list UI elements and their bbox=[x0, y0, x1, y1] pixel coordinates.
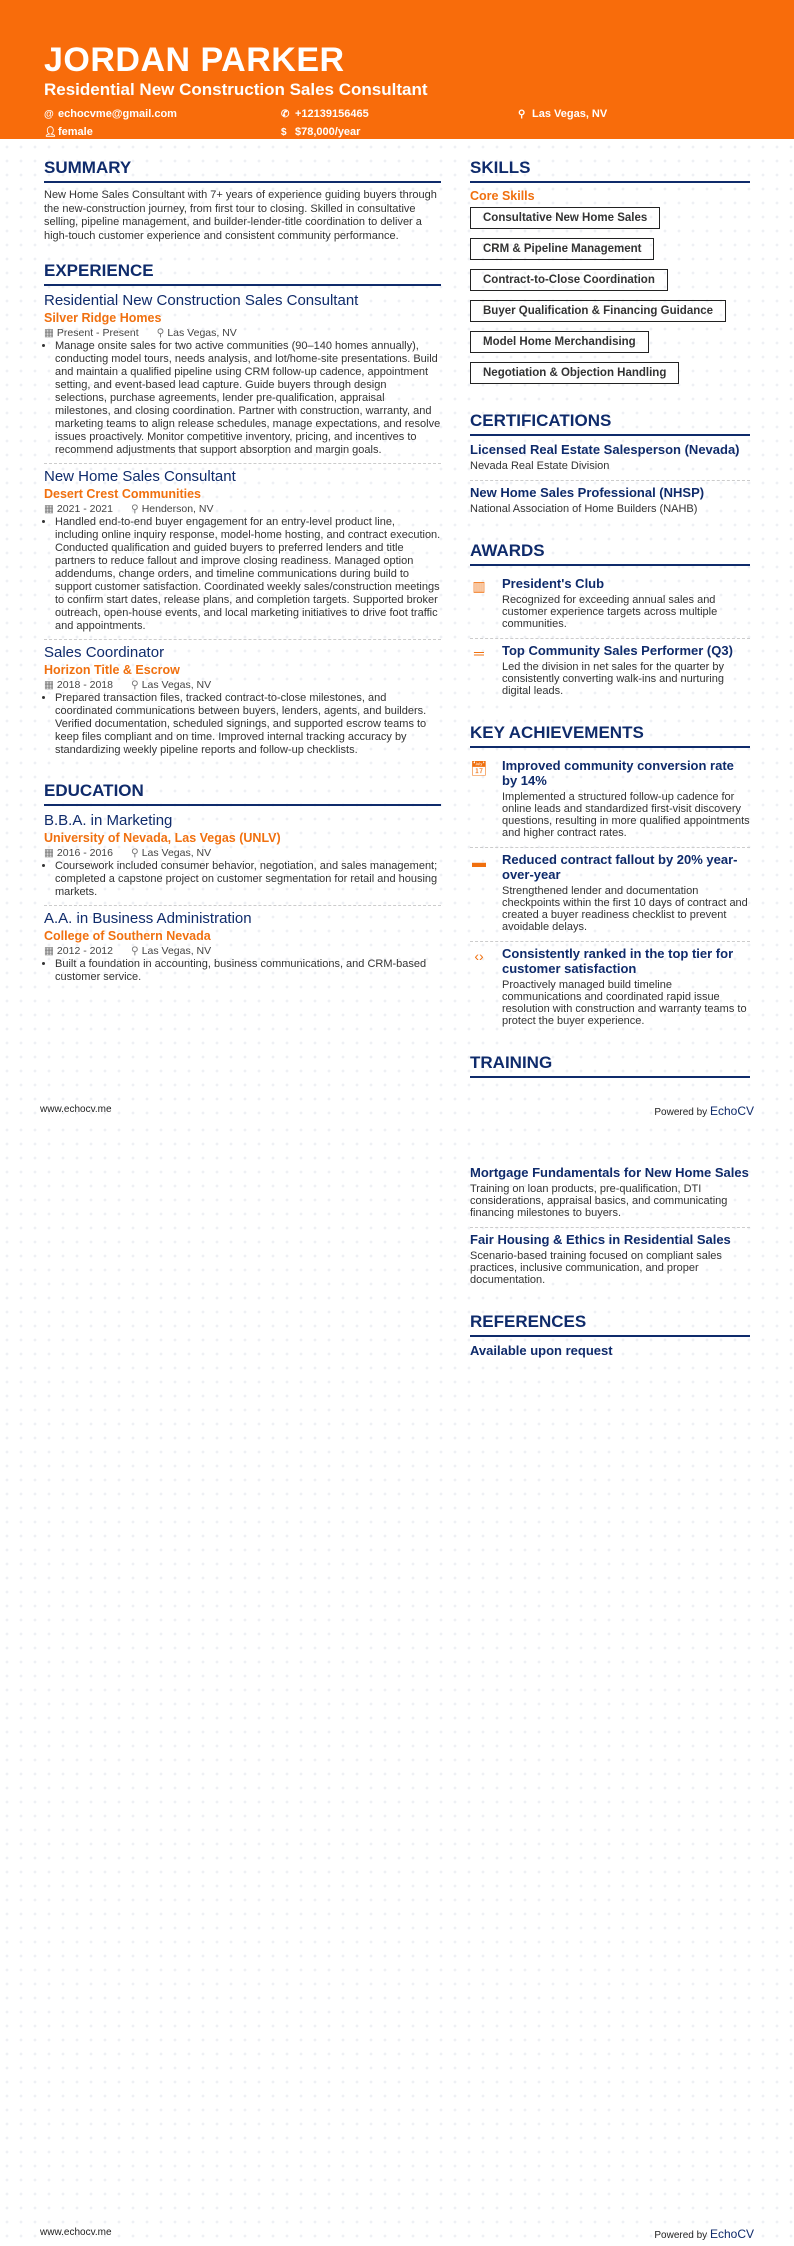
achievements-item bbox=[470, 848, 750, 942]
section-heading: SKILLS bbox=[470, 158, 750, 183]
item-description: Strengthened lender and documentation checkpoints within the first 10 days of contract and created a buyer readiness checklist to prevent avoidable delays. bbox=[502, 885, 748, 933]
entry-meta bbox=[44, 503, 441, 515]
calendar-icon: ▦ bbox=[44, 847, 54, 859]
references-section bbox=[470, 1312, 750, 1358]
entry-title: New Home Sales Consultant bbox=[44, 468, 236, 485]
entry-organization: University of Nevada, Las Vegas (UNLV) bbox=[44, 831, 281, 845]
candidate-title: Residential New Construction Sales Consultant bbox=[44, 80, 428, 99]
achievements-item bbox=[470, 942, 750, 1035]
map-pin-icon: ⚲ bbox=[130, 847, 139, 859]
awards-item bbox=[470, 572, 750, 639]
item-title: Top Community Sales Performer (Q3) bbox=[502, 643, 733, 658]
skill-tag: Negotiation & Objection Handling bbox=[470, 362, 679, 384]
section-heading: SUMMARY bbox=[44, 158, 441, 183]
education-section bbox=[44, 781, 441, 990]
entry-dates: 2012 - 2012 bbox=[56, 945, 113, 957]
location: ⚲ Las Vegas, NV bbox=[518, 108, 608, 120]
entry-title: Residential New Construction Sales Consultant bbox=[44, 292, 359, 309]
certification-name: New Home Sales Professional (NHSP) bbox=[470, 485, 705, 500]
entry-meta bbox=[44, 679, 441, 691]
map-pin-icon: ⚲ bbox=[130, 945, 139, 957]
education-entry bbox=[44, 812, 441, 906]
skill-tag: Contract-to-Close Coordination bbox=[470, 269, 668, 291]
section-heading: AWARDS bbox=[470, 541, 750, 566]
building-icon: ▥ bbox=[472, 578, 486, 594]
entry-meta bbox=[44, 847, 441, 859]
education-entry bbox=[44, 910, 441, 990]
item-body bbox=[502, 643, 750, 699]
footer-site[interactable]: www.echocv.me bbox=[40, 1104, 112, 1115]
brand-logo: EchoCV bbox=[709, 2227, 754, 2241]
item-body bbox=[502, 758, 750, 841]
item-body bbox=[502, 576, 750, 632]
powered-by: Powered by bbox=[654, 2230, 708, 2241]
calendar-icon: ▦ bbox=[44, 679, 54, 691]
awards-item bbox=[470, 639, 750, 705]
training-heading-block bbox=[470, 1053, 750, 1078]
calendar-icon: ▦ bbox=[44, 945, 54, 957]
right-column-page-2 bbox=[470, 1165, 750, 1376]
item-title: Consistently ranked in the top tier for customer satisfaction bbox=[502, 946, 734, 976]
lines-icon: ═ bbox=[474, 645, 484, 661]
skills-section bbox=[470, 158, 750, 393]
bullet-item: • Prepared transaction files, tracked contract-to-close milestones, and coordinated communications between buyers, lenders, agents, and builders. Verified documentation, scheduled signings, and supported escrow teams to keep files compliant and on time. Improved internal tracking accuracy by standardizing weekly pipeline reports and follow-up checklists. bbox=[55, 692, 441, 757]
entry-dates: 2021 - 2021 bbox=[56, 503, 113, 515]
experience-entry bbox=[44, 468, 441, 640]
bullet-item: • Manage onsite sales for two active communities (90–140 homes annually), conducting model tours, needs analysis, and lot/home-site presentations. Build and maintain a qualified pipeline using CRM follow-up cadence, appointment setting, and event-based lead capture. Guide buyers through design selections, purchase agreements, lender pre-qualification, appraisal milestones, and closing coordination. Partner with construction, warranty, and marketing teams to align release schedules, manage expectations, and resolve issues proactively. Monitor competitive inventory, pricing, and incentives to recommend adjustments that support absorption and margin goals. bbox=[55, 340, 441, 457]
phone-icon: ✆ bbox=[281, 109, 290, 120]
contact-info bbox=[44, 108, 750, 138]
entry-bullets bbox=[44, 692, 441, 757]
section-heading: KEY ACHIEVEMENTS bbox=[470, 723, 750, 748]
entry-location: Las Vegas, NV bbox=[167, 327, 237, 339]
certification-issuer: National Association of Home Builders (NAHB) bbox=[470, 503, 698, 515]
achievements-section bbox=[470, 723, 750, 1035]
skill-tag: Model Home Merchandising bbox=[470, 331, 649, 353]
skills-group-label: Core Skills bbox=[470, 189, 535, 203]
phone[interactable]: ✆ +12139156465 bbox=[281, 108, 369, 120]
certifications-section bbox=[470, 411, 750, 523]
entry-title: Sales Coordinator bbox=[44, 644, 165, 661]
entry-location: Las Vegas, NV bbox=[141, 945, 212, 957]
page-2 bbox=[0, 1123, 794, 2246]
training-section bbox=[470, 1165, 750, 1294]
item-description: Proactively managed build timeline communications and coordinated rapid issue resolution with construction and warranty teams to protect the buyer experience. bbox=[502, 979, 747, 1027]
at-icon: @ bbox=[44, 109, 54, 120]
achievements-item bbox=[470, 754, 750, 848]
email[interactable]: @ echocvme@gmail.com bbox=[44, 108, 177, 120]
page-footer bbox=[40, 1104, 754, 1118]
item-description: Implemented a structured follow-up cadence for online leads and standardized first-visit discovery questions, resulting in more qualified appointments and higher contract rates. bbox=[502, 791, 750, 839]
summary-section bbox=[44, 158, 441, 243]
section-heading: TRAINING bbox=[470, 1053, 750, 1078]
certification-item bbox=[470, 485, 750, 523]
skill-tag: CRM & Pipeline Management bbox=[470, 238, 654, 260]
bullet-item: • Coursework included consumer behavior, negotiation, and sales management; completed a capstone project on customer segmentation for retail and housing markets. bbox=[55, 860, 441, 899]
powered-by: Powered by bbox=[654, 1107, 708, 1118]
section-heading: REFERENCES bbox=[470, 1312, 750, 1337]
entry-meta bbox=[44, 327, 441, 339]
entry-dates: 2018 - 2018 bbox=[56, 679, 113, 691]
entry-dates: 2016 - 2016 bbox=[56, 847, 113, 859]
map-pin-icon: ⚲ bbox=[130, 503, 139, 515]
section-heading: CERTIFICATIONS bbox=[470, 411, 750, 436]
right-column bbox=[470, 158, 750, 1096]
skill-tag: Consultative New Home Sales bbox=[470, 207, 660, 229]
entry-meta bbox=[44, 945, 441, 957]
certification-issuer: Nevada Real Estate Division bbox=[470, 460, 610, 472]
entry-organization: Horizon Title & Escrow bbox=[44, 663, 180, 677]
bullet-item: • Handled end-to-end buyer engagement for an entry-level product line, including online inquiry response, model-home hosting, and contract execution. Conducted qualification and guided buyers to preferred lenders and title partners to reduce fallout and improve closing readiness. Managed option addendums, change orders, and timeline communications during build to support customer satisfaction. Coordinated weekly sales/construction meetings to confirm start dates, release plans, and completion targets. Supported broker outreach, open-house events, and local marketing initiatives to drive foot traffic and appointments. bbox=[55, 516, 441, 633]
item-body bbox=[502, 852, 750, 935]
entry-bullets bbox=[44, 860, 441, 899]
salary: $ $78,000/year bbox=[281, 126, 361, 138]
calendar-chart-icon: 📅︎ bbox=[470, 760, 488, 776]
training-title: Fair Housing & Ethics in Residential Sales bbox=[470, 1232, 731, 1247]
training-description: Training on loan products, pre-qualification, DTI considerations, appraisal basics, and communicating financing milestones to buyers. bbox=[470, 1183, 728, 1219]
calendar-icon: ▦ bbox=[44, 327, 54, 339]
resume-header bbox=[0, 0, 794, 139]
entry-dates: Present - Present bbox=[56, 327, 139, 339]
code-icon: ‹› bbox=[474, 948, 484, 964]
item-description: Recognized for exceeding annual sales and customer experience targets across multiple communities. bbox=[502, 594, 718, 630]
calendar-icon: ▦ bbox=[44, 503, 54, 515]
section-heading: EDUCATION bbox=[44, 781, 441, 806]
certification-name: Licensed Real Estate Salesperson (Nevada) bbox=[470, 442, 740, 457]
entry-title: B.B.A. in Marketing bbox=[44, 812, 173, 829]
training-title: Mortgage Fundamentals for New Home Sales bbox=[470, 1165, 749, 1180]
training-item bbox=[470, 1232, 750, 1294]
map-pin-icon: ⚲ bbox=[518, 109, 526, 120]
person-icon: 👤︎ bbox=[44, 127, 57, 138]
entry-location: Henderson, NV bbox=[141, 503, 214, 515]
section-heading: EXPERIENCE bbox=[44, 261, 441, 286]
page-footer bbox=[40, 2227, 754, 2241]
experience-entry bbox=[44, 292, 441, 464]
entry-bullets bbox=[44, 958, 441, 984]
certification-item bbox=[470, 442, 750, 481]
entry-location: Las Vegas, NV bbox=[141, 679, 212, 691]
entry-bullets bbox=[44, 340, 441, 457]
skill-tag: Buyer Qualification & Financing Guidance bbox=[470, 300, 726, 322]
item-title: President's Club bbox=[502, 576, 605, 591]
experience-entry bbox=[44, 644, 441, 763]
item-body bbox=[502, 946, 750, 1029]
footer-site[interactable]: www.echocv.me bbox=[40, 2227, 112, 2238]
references-text: Available upon request bbox=[470, 1343, 613, 1358]
item-title: Reduced contract fallout by 20% year-over-year bbox=[502, 852, 738, 882]
entry-organization: College of Southern Nevada bbox=[44, 929, 211, 943]
entry-organization: Silver Ridge Homes bbox=[44, 311, 162, 325]
bullet-item: • Built a foundation in accounting, business communications, and CRM-based customer service. bbox=[55, 958, 441, 984]
money-icon: $ bbox=[281, 127, 287, 138]
training-item bbox=[470, 1165, 750, 1228]
training-description: Scenario-based training focused on compliant sales practices, inclusive communication, and proper documentation. bbox=[470, 1250, 722, 1286]
entry-location: Las Vegas, NV bbox=[141, 847, 212, 859]
entry-bullets bbox=[44, 516, 441, 633]
entry-organization: Desert Crest Communities bbox=[44, 487, 201, 501]
summary-text: New Home Sales Consultant with 7+ years of experience guiding buyers through the new-construction journey, from first tour to closing. Skilled in consultative selling, pipeline management, and builder-lender-title coordination to deliver a high-touch customer experience and consistent community performance. bbox=[44, 189, 437, 242]
chat-icon: ▬ bbox=[472, 854, 486, 870]
experience-section bbox=[44, 261, 441, 763]
item-title: Improved community conversion rate by 14% bbox=[502, 758, 734, 788]
gender: 👤︎female bbox=[44, 126, 93, 138]
entry-title: A.A. in Business Administration bbox=[44, 910, 252, 927]
map-pin-icon: ⚲ bbox=[156, 327, 165, 339]
brand-logo: EchoCV bbox=[709, 1104, 754, 1118]
item-description: Led the division in net sales for the quarter by consistently converting walk-ins and nurturing digital leads. bbox=[502, 661, 724, 697]
awards-section bbox=[470, 541, 750, 705]
left-column bbox=[44, 158, 441, 1008]
candidate-name: JORDAN PARKER bbox=[44, 41, 345, 79]
map-pin-icon: ⚲ bbox=[130, 679, 139, 691]
